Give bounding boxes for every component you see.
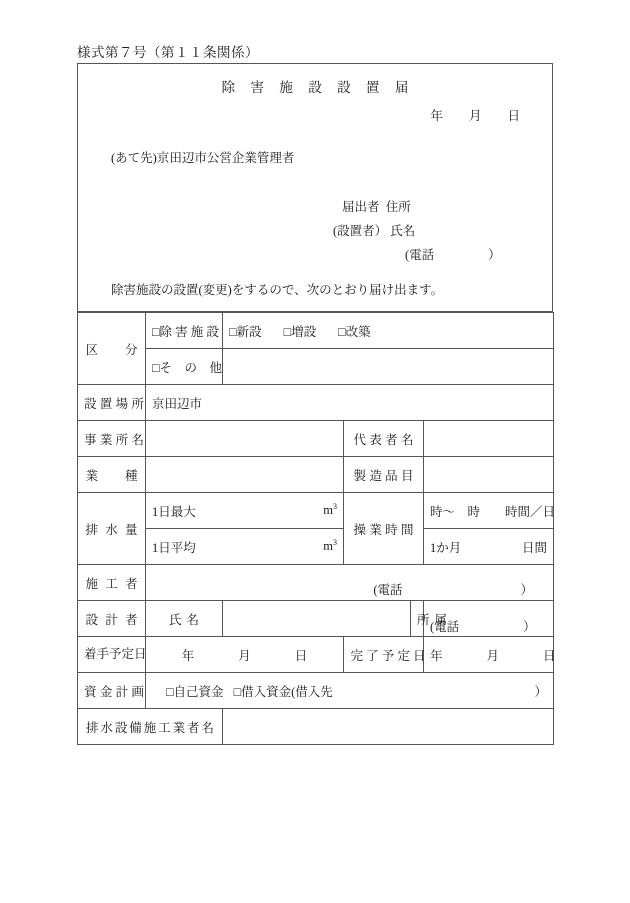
drainage-max-unit: $m^3$ bbox=[323, 501, 337, 517]
drainage-avg-unit: $m^3$ bbox=[323, 537, 337, 553]
industry-value-cell[interactable] bbox=[146, 457, 344, 493]
funding-label-cell bbox=[78, 673, 146, 709]
drain-contractor-label: 排水設備施工業者名 bbox=[86, 720, 214, 735]
designer-phone-cell[interactable] bbox=[424, 601, 554, 637]
start-date-value-cell[interactable] bbox=[146, 637, 344, 673]
funding-label: 資 金 計 画 bbox=[84, 684, 144, 699]
installer-label: (設置者） bbox=[333, 224, 388, 238]
end-month-label: 月 bbox=[486, 648, 500, 663]
start-date-ymd bbox=[182, 649, 308, 663]
builder-label: 施 工 者 bbox=[85, 576, 138, 591]
office-value-cell[interactable] bbox=[146, 421, 344, 457]
end-date-value-cell[interactable] bbox=[424, 637, 554, 673]
checkbox-self-funding[interactable]: □自己資金 bbox=[166, 684, 224, 699]
builder-value-cell[interactable] bbox=[146, 565, 554, 601]
end-day-label: 日 bbox=[543, 648, 556, 663]
table-row-schedule bbox=[78, 637, 554, 673]
checkbox-other[interactable]: □そ の 他 bbox=[152, 360, 223, 375]
product-label-cell bbox=[344, 457, 424, 493]
builder-phone-close: ） bbox=[520, 582, 533, 597]
table-row-drainage-max bbox=[78, 493, 554, 529]
applicant-address-row bbox=[333, 195, 501, 219]
drainage-avg-label: 1日平均 bbox=[152, 540, 196, 555]
drainage-label-cell bbox=[78, 493, 146, 565]
designer-label-cell bbox=[78, 601, 146, 637]
checkbox-rebuild[interactable]: □改築 bbox=[338, 324, 371, 339]
hours-label: 操 業 時 間 bbox=[353, 522, 414, 537]
submission-date-line bbox=[430, 106, 520, 124]
product-label: 製 造 品 目 bbox=[353, 468, 414, 483]
table-row-designer bbox=[78, 601, 554, 637]
drainage-max-label: 1日最大 bbox=[152, 504, 196, 519]
representative-value-cell[interactable] bbox=[424, 421, 554, 457]
builder-phone-label: (電話 bbox=[373, 582, 403, 597]
hours-daily-label: 時～ 時 時間／日 bbox=[430, 504, 556, 519]
table-row-site bbox=[78, 385, 554, 421]
office-label-cell bbox=[78, 421, 146, 457]
drainage-max-cell[interactable] bbox=[146, 493, 344, 529]
designer-name-label-cell bbox=[146, 601, 223, 637]
category-label: 区 分 bbox=[85, 342, 138, 357]
funding-options-cell[interactable] bbox=[146, 673, 554, 709]
applicant-block bbox=[333, 195, 501, 267]
phone-close-paren: ） bbox=[488, 248, 501, 262]
table-row-funding bbox=[78, 673, 554, 709]
checkbox-loan-funding[interactable]: □借入資金(借入先 bbox=[233, 684, 333, 699]
representative-label: 代 表 者 名 bbox=[353, 432, 414, 447]
hours-label-cell bbox=[344, 493, 424, 565]
declaration-statement: 除害施設の設置(変更)をするので、次のとおり届け出ます。 bbox=[111, 283, 444, 297]
start-year-label: 年 bbox=[181, 648, 195, 663]
start-date-label: 着手予定日 bbox=[84, 647, 147, 661]
category-other-input-cell[interactable] bbox=[223, 349, 554, 385]
designer-phone-row bbox=[430, 617, 547, 635]
site-value: 京田辺市 bbox=[152, 396, 203, 411]
representative-label-cell bbox=[344, 421, 424, 457]
category-option-1-cell[interactable] bbox=[146, 313, 223, 349]
product-value-cell[interactable] bbox=[424, 457, 554, 493]
date-month-label: 月 bbox=[468, 109, 482, 123]
designer-label: 設 計 者 bbox=[85, 612, 138, 627]
designer-phone-close: ） bbox=[523, 619, 536, 634]
addressee-line: (あて先)京田辺市公営企業管理者 bbox=[111, 151, 295, 165]
industry-label-cell bbox=[78, 457, 146, 493]
designer-phone-label: (電話 bbox=[430, 619, 460, 634]
table-row-drain-contractor bbox=[78, 709, 554, 745]
category-label-cell bbox=[78, 313, 146, 385]
table-row-category-2 bbox=[78, 349, 554, 385]
hours-month-unit: 日間 bbox=[521, 540, 547, 555]
end-year-label: 年 bbox=[430, 648, 443, 663]
site-label: 設 置 場 所 bbox=[84, 396, 144, 411]
drain-contractor-value-cell[interactable] bbox=[223, 709, 554, 745]
drainage-avg-cell[interactable] bbox=[146, 529, 344, 565]
designer-affiliation-label: 所 属 bbox=[417, 612, 447, 627]
applicant-phone-row bbox=[333, 243, 501, 267]
table-row-builder bbox=[78, 565, 554, 601]
table-row-category-1 bbox=[78, 313, 554, 349]
end-date-label-cell bbox=[344, 637, 424, 673]
office-label: 事 業 所 名 bbox=[84, 432, 144, 447]
installer-name-row bbox=[333, 219, 501, 243]
category-types-cell[interactable] bbox=[223, 313, 554, 349]
end-date-ymd bbox=[430, 649, 556, 663]
start-date-label-cell bbox=[78, 637, 146, 673]
checkbox-new-construction[interactable]: □新設 bbox=[229, 324, 262, 339]
designer-name-value-cell[interactable] bbox=[223, 601, 411, 637]
document-title: 除 害 施 設 設 置 届 bbox=[221, 80, 415, 95]
applicant-address-label: 住所 bbox=[385, 200, 411, 214]
date-day-label: 日 bbox=[507, 109, 520, 123]
application-details-table bbox=[77, 312, 554, 745]
site-label-cell bbox=[78, 385, 146, 421]
builder-phone-row bbox=[152, 580, 547, 598]
hours-daily-cell[interactable] bbox=[424, 493, 554, 529]
form-number: 様式第７号（第１１条関係） bbox=[77, 45, 259, 60]
applicant-label: 届出者 bbox=[342, 200, 380, 214]
builder-label-cell bbox=[78, 565, 146, 601]
installer-name-label: 氏名 bbox=[390, 224, 416, 238]
designer-name-label: 氏 名 bbox=[169, 612, 199, 627]
table-row-industry bbox=[78, 457, 554, 493]
site-value-cell[interactable] bbox=[146, 385, 554, 421]
category-option-2-cell[interactable] bbox=[146, 349, 223, 385]
industry-label: 業 種 bbox=[85, 468, 138, 483]
hours-month-label: 1か月 bbox=[430, 540, 462, 555]
header-box bbox=[77, 63, 553, 312]
table-row-office bbox=[78, 421, 554, 457]
date-year-label: 年 bbox=[430, 109, 443, 123]
checkbox-jogai-shisetsu[interactable]: □除 害 施 設 bbox=[152, 324, 219, 339]
table-row-drainage-avg bbox=[78, 529, 554, 565]
start-month-label: 月 bbox=[238, 648, 251, 663]
drainage-label: 排 水 量 bbox=[85, 522, 138, 537]
start-day-label: 日 bbox=[294, 648, 308, 663]
funding-loan-close: ） bbox=[534, 684, 547, 699]
checkbox-expansion[interactable]: □増設 bbox=[283, 324, 317, 339]
end-date-label: 完 了 予 定 日 bbox=[350, 648, 426, 663]
drain-contractor-label-cell bbox=[78, 709, 223, 745]
hours-month-cell[interactable] bbox=[424, 529, 554, 565]
phone-label: (電話 bbox=[405, 248, 435, 262]
